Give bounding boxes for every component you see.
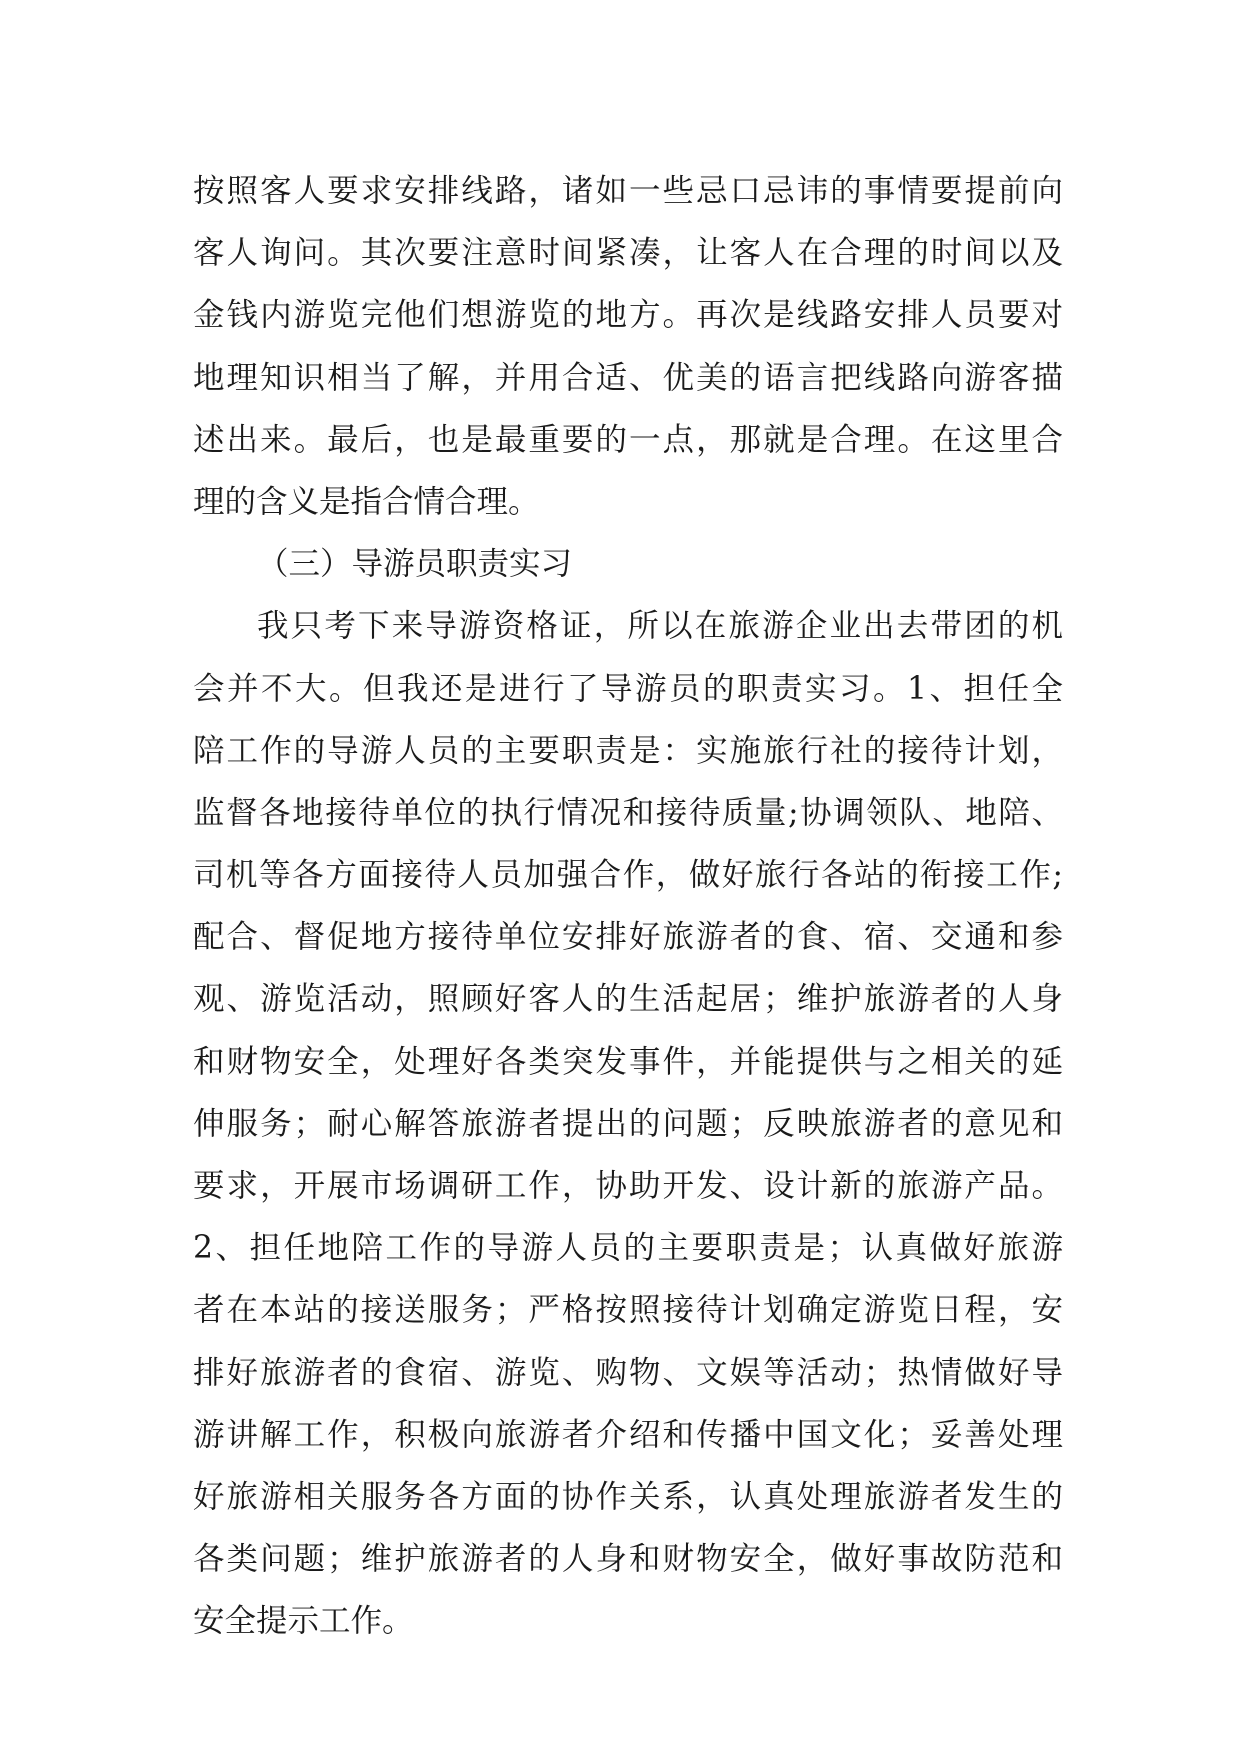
paragraph-line: 者在本站的接送服务；严格按照接待计划确定游览日程，安 bbox=[193, 1292, 1063, 1329]
section-heading: （三）导游员职责实习 bbox=[257, 546, 573, 583]
paragraph-line: 我只考下来导游资格证，所以在旅游企业出去带团的机 bbox=[257, 608, 1063, 645]
paragraph-line: 好旅游相关服务各方面的协作关系，认真处理旅游者发生的 bbox=[193, 1478, 1063, 1515]
paragraph-line: 观、游览活动，照顾好客人的生活起居；维护旅游者的人身 bbox=[193, 981, 1063, 1018]
paragraph-line: 伸服务；耐心解答旅游者提出的问题；反映旅游者的意见和 bbox=[193, 1105, 1063, 1142]
paragraph-line: 按照客人要求安排线路，诸如一些忌口忌讳的事情要提前向 bbox=[193, 173, 1063, 209]
paragraph-line: 陪工作的导游人员的主要职责是：实施旅行社的接待计划， bbox=[193, 732, 1063, 769]
paragraph-line: 2、担任地陪工作的导游人员的主要职责是；认真做好旅游 bbox=[193, 1230, 1063, 1267]
paragraph-line: 客人询问。其次要注意时间紧凑，让客人在合理的时间以及 bbox=[193, 235, 1063, 272]
paragraph-line: 会并不大。但我还是进行了导游员的职责实习。1、担任全 bbox=[193, 670, 1063, 707]
paragraph-line: 安全提示工作。 bbox=[193, 1603, 414, 1640]
paragraph-line: 述出来。最后，也是最重要的一点，那就是合理。在这里合 bbox=[193, 421, 1063, 458]
paragraph-line: 游讲解工作，积极向旅游者介绍和传播中国文化；妥善处理 bbox=[193, 1416, 1063, 1453]
paragraph-line: 各类问题；维护旅游者的人身和财物安全，做好事故防范和 bbox=[193, 1541, 1063, 1578]
paragraph-line: 司机等各方面接待人员加强合作，做好旅行各站的衔接工作; bbox=[193, 857, 1063, 894]
paragraph-line: 要求，开展市场调研工作，协助开发、设计新的旅游产品。 bbox=[193, 1168, 1063, 1204]
paragraph-line: 监督各地接待单位的执行情况和接待质量;协调领队、地陪、 bbox=[193, 794, 1063, 831]
paragraph-line: 理的含义是指合情合理。 bbox=[193, 483, 540, 520]
paragraph-line: 排好旅游者的食宿、游览、购物、文娱等活动；热情做好导 bbox=[193, 1354, 1063, 1391]
document-body bbox=[193, 160, 1063, 1653]
paragraph-line: 配合、督促地方接待单位安排好旅游者的食、宿、交通和参 bbox=[193, 919, 1063, 956]
paragraph-line: 和财物安全，处理好各类突发事件，并能提供与之相关的延 bbox=[193, 1043, 1063, 1080]
paragraph-line: 地理知识相当了解，并用合适、优美的语言把线路向游客描 bbox=[193, 359, 1063, 396]
paragraph-line: 金钱内游览完他们想游览的地方。再次是线路安排人员要对 bbox=[193, 297, 1063, 334]
